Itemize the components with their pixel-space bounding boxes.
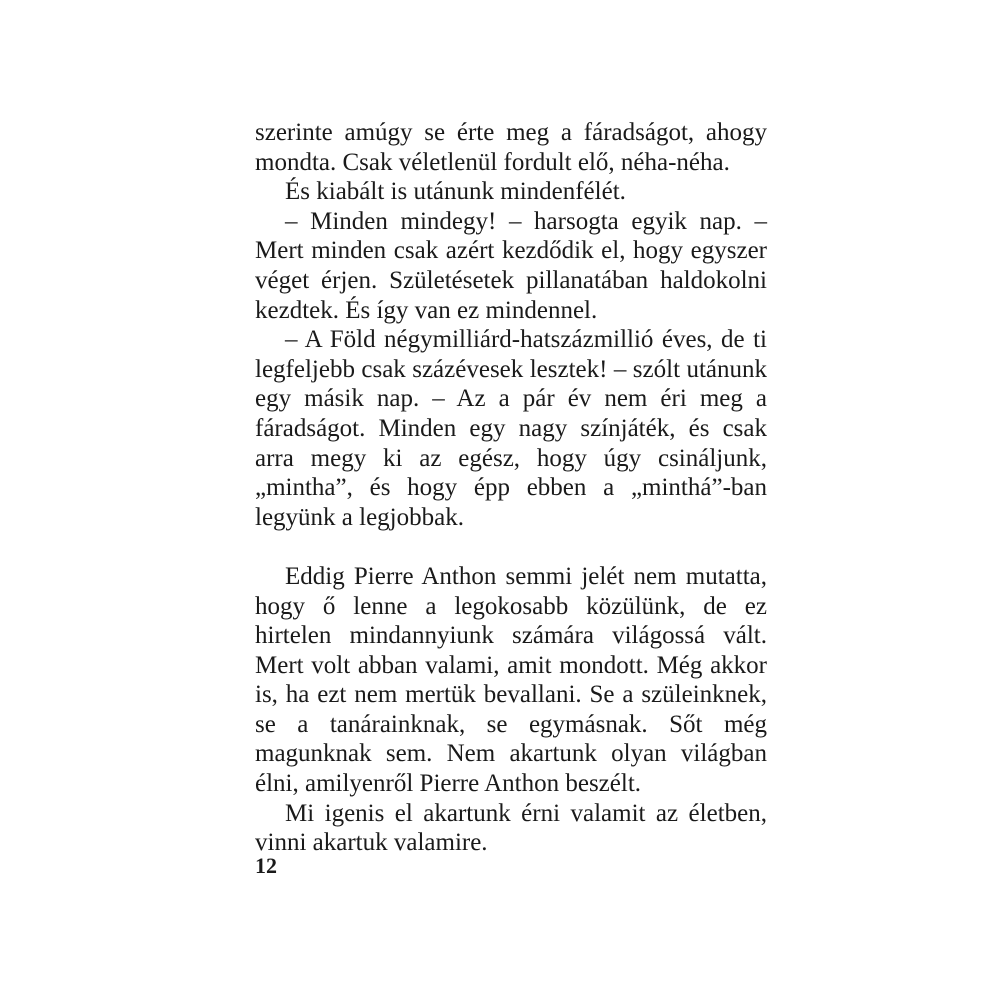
paragraph-6: Mi igenis el akartunk érni valamit az életben, vinni akartuk valamire.: [255, 799, 767, 857]
paragraph-2: És kiabált is utánunk mindenfélét.: [285, 178, 626, 206]
paragraph-3: – Minden mindegy! – harsogta egyik nap. – Mert minden csak azért kezdődik el, hogy egyszer véget érjen. Születésetek pillanatában haldokolni kezdtek. És így van ez mindennel.: [255, 207, 767, 324]
section-break: [255, 532, 767, 562]
text-block: [255, 118, 767, 858]
paragraph-5: Eddig Pierre Anthon semmi jelét nem mutatta, hogy ő lenne a legokosabb közülünk, de ez hirtelen mindannyiunk számára világossá vált. Mert volt abban valami, amit mondott. Még akkor is, ha ezt nem mertük bevallani. Se a szüleinknek, se a tanárainknak, se egymásnak. Sőt még magunknak sem. Nem akartunk olyan világban élni, amilyenről Pierre Anthon beszélt.: [255, 562, 767, 798]
paragraph-4: – A Föld négymilliárd-hatszázmillió éves, de ti legfeljebb csak százévesek lesztek! – szólt utánunk egy másik nap. – Az a pár év nem éri meg a fáradságot. Minden egy nagy színjáték, és csak arra megy ki az egész, hogy úgy csináljunk, „mintha”, és hogy épp ebben a „minthá”-ban legyünk a legjobbak.: [255, 326, 767, 531]
paragraph-1: szerinte amúgy se érte meg a fáradságot, ahogy mondta. Csak véletlenül fordult elő, néha-néha.: [255, 119, 767, 176]
page-number: 12: [255, 853, 277, 878]
